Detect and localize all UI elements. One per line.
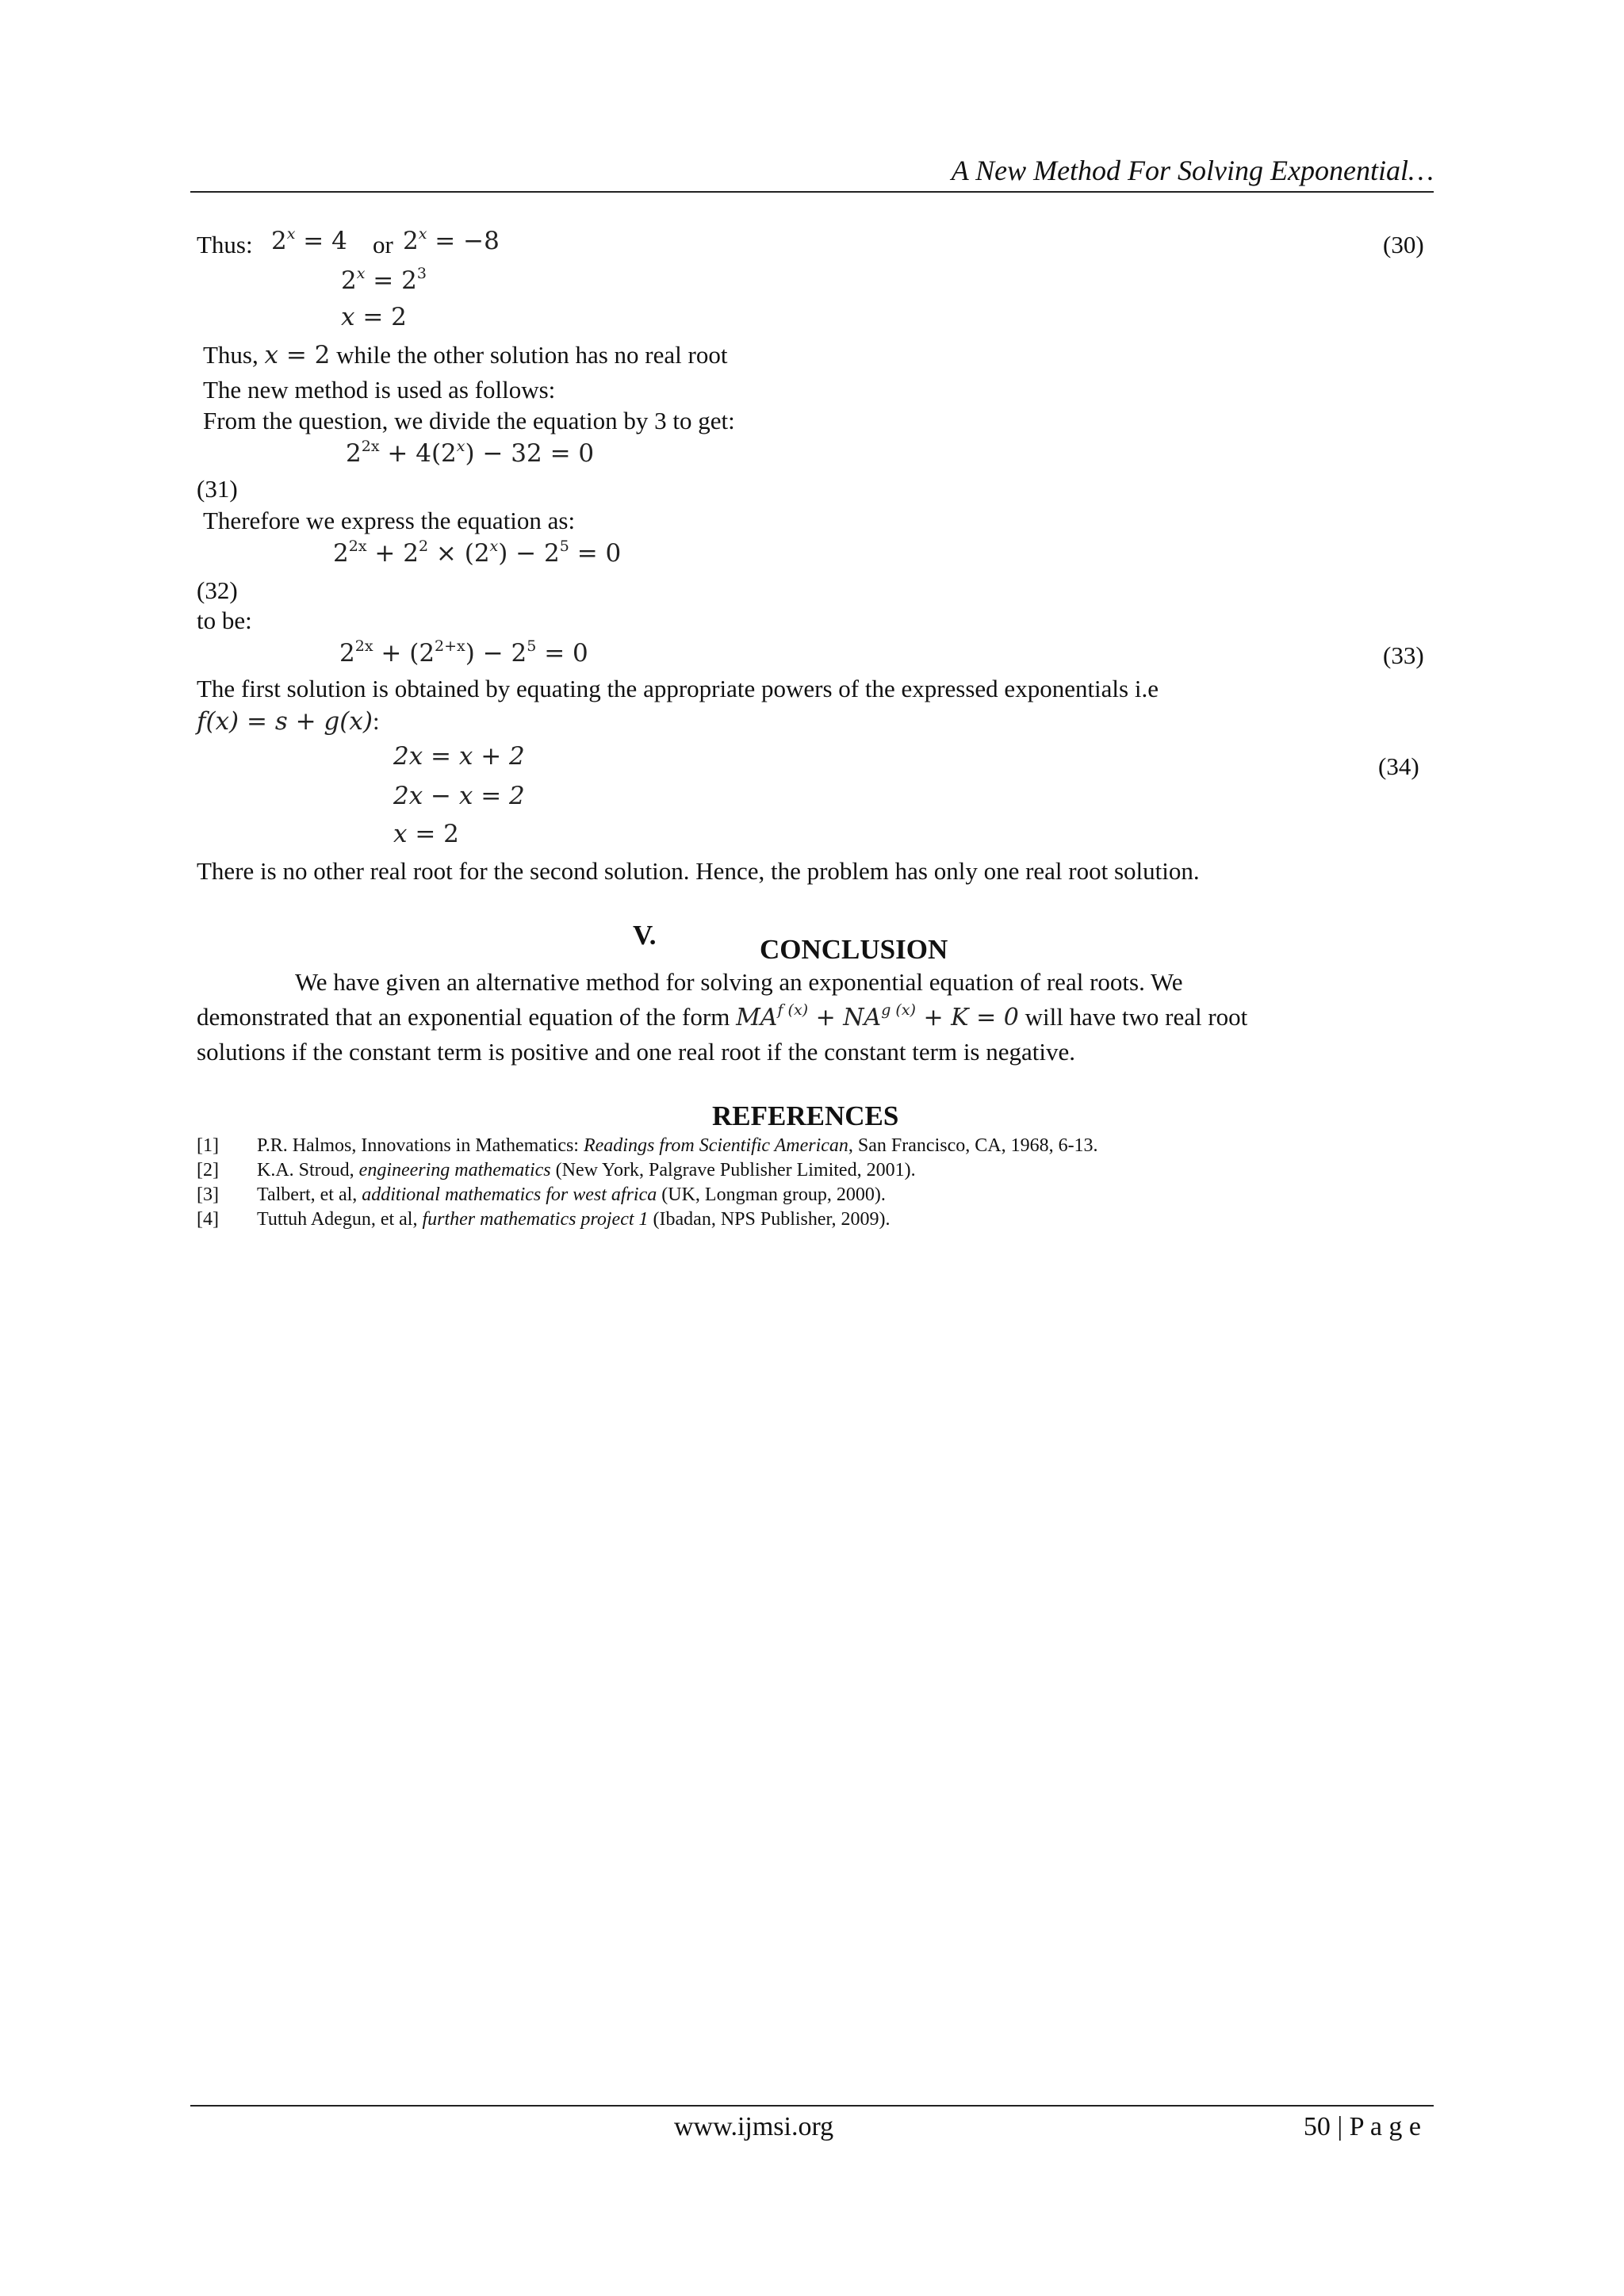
eq34-line3: x = 2: [393, 820, 459, 848]
section-number: V.: [633, 920, 657, 951]
running-title: A New Method For Solving Exponential…: [951, 155, 1434, 186]
footer-page-number: 50 | P a g e: [1303, 2112, 1421, 2141]
to-be-text: to be:: [197, 607, 252, 634]
no-other-root-sentence: There is no other real root for the second solution. Hence, the problem has only one real root solution.: [197, 857, 1200, 885]
eq30-number: (30): [1383, 231, 1424, 258]
eq30-label: Thus:: [197, 231, 253, 258]
references-heading: REFERENCES: [712, 1100, 899, 1131]
eq30-first: $2^x = 4$: [271, 225, 347, 255]
eq34-line1: 2x = x + 2: [393, 742, 525, 771]
eq30-alt: $2^x = -8$: [403, 225, 500, 255]
eq33-number: (33): [1383, 641, 1424, 669]
thus-sentence: Thus, x = 2 while the other solution has no real root: [203, 341, 728, 369]
conclusion-heading: CONCLUSION: [760, 934, 948, 965]
eq33: $2^{2x} + (2^{2+x}) - 2^5 = 0$: [339, 637, 588, 668]
eq31: $2^{2x} + 4(2^x) - 32 = 0$: [346, 438, 595, 468]
first-solution-sentence: The first solution is obtained by equating the appropriate powers of the expressed exponentials i.e: [197, 675, 1159, 702]
eq32: $2^{2x} + 2^2 \times (2^x) - 2^5 = 0$: [333, 538, 622, 568]
eq30-line2: $2^x = 2^3$: [341, 265, 427, 295]
conclusion-line-2: demonstrated that an exponential equation of the form $MA^{f (x)} + NA^{g (x)} + K = 0$ will have two real root: [197, 1001, 1248, 1031]
therefore-sentence: Therefore we express the equation as:: [203, 507, 576, 534]
new-method-sentence: The new method is used as follows:: [203, 376, 556, 404]
conclusion-line-1: We have given an alternative method for solving an exponential equation of real roots. We: [295, 968, 1183, 996]
eq30-or: or: [373, 231, 393, 258]
eq32-number: (32): [197, 576, 238, 604]
from-question-sentence: From the question, we divide the equation by 3 to get:: [203, 407, 735, 434]
footer-rule: [190, 2105, 1434, 2107]
header-rule: [190, 191, 1434, 193]
fx-expression: f(x) = s + g(x):: [197, 707, 380, 736]
eq34-number: (34): [1378, 752, 1419, 780]
eq30-line3: x = 2: [341, 303, 407, 331]
footer-website: www.ijmsi.org: [674, 2112, 834, 2141]
eq31-number: (31): [197, 475, 238, 503]
eq34-line2: 2x − x = 2: [393, 782, 525, 810]
conclusion-line-3: solutions if the constant term is positive and one real root if the constant term is negative.: [197, 1038, 1075, 1066]
